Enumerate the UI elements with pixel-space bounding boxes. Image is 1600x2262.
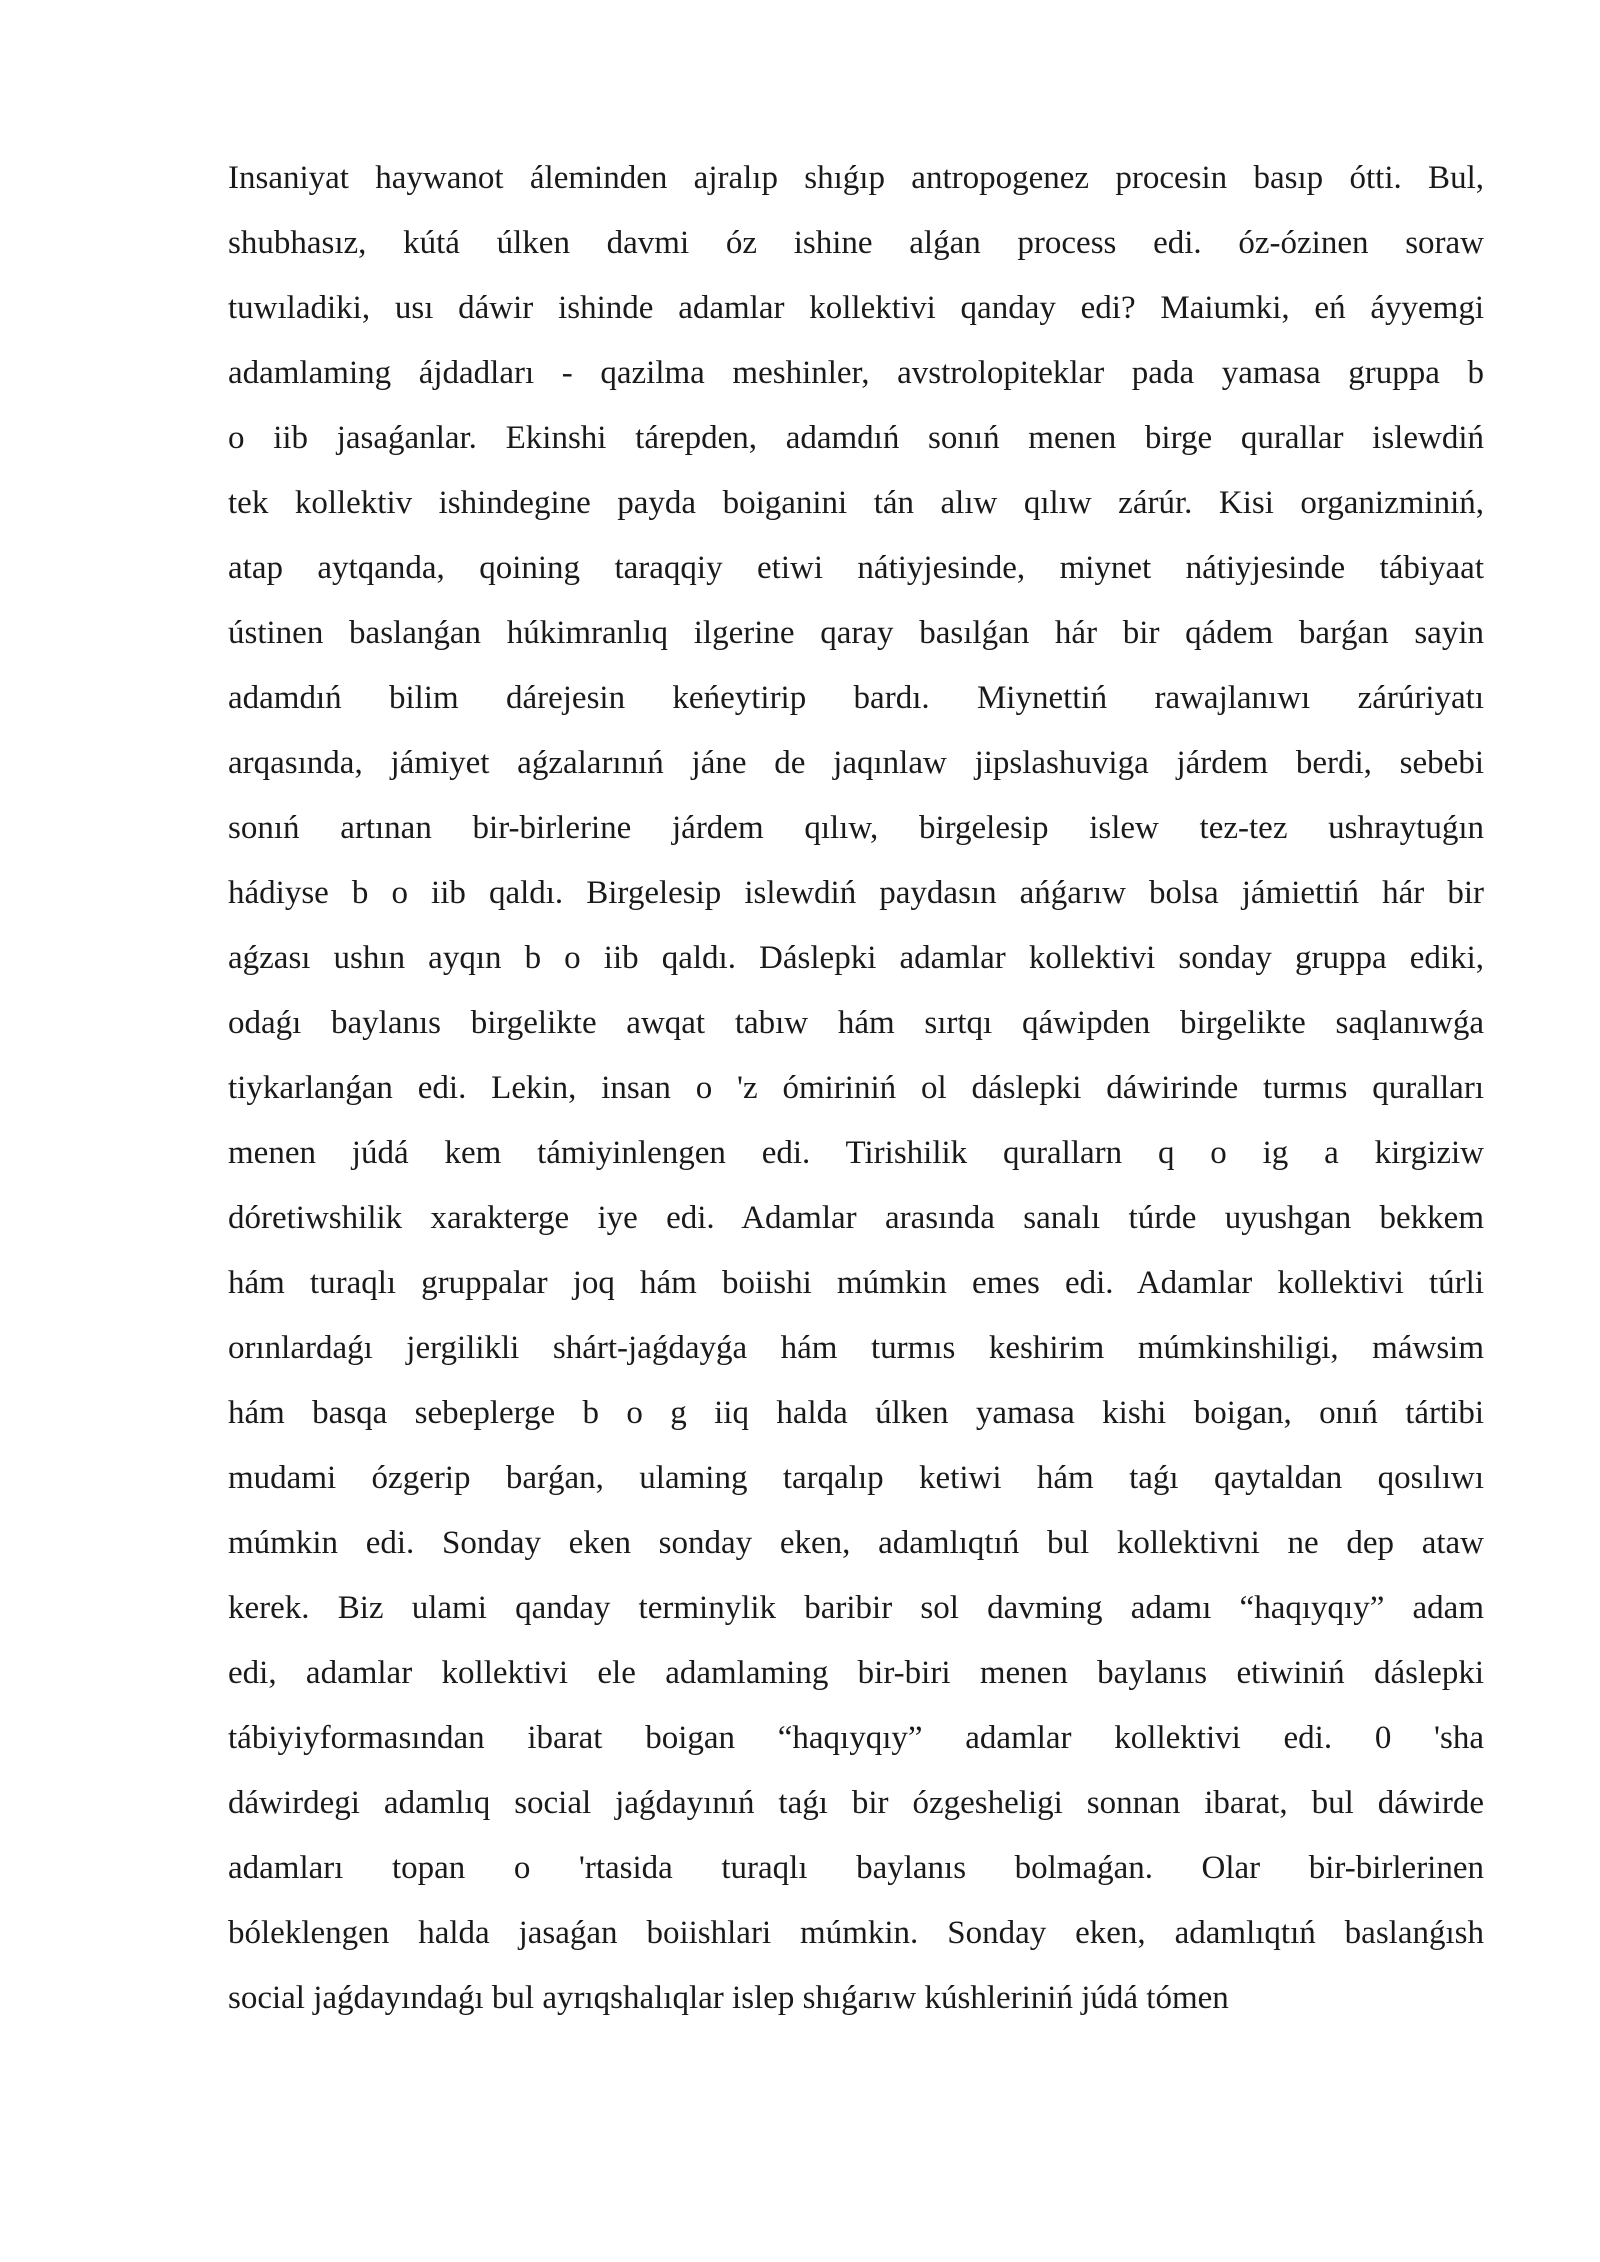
text-line: bóleklengen halda jasaǵan boiishlari múmkin. Sonday eken, adamlıqtıń baslanǵısh <box>228 1915 1484 1951</box>
text-line: aǵzası ushın ayqın b o iib qaldı. Dáslepki adamlar kollektivi sonday gruppa ediki, <box>228 940 1484 976</box>
text-line: dóretiwshilik xarakterge iye edi. Adamlar arasında sanalı túrde uyushgan bekkem <box>228 1200 1484 1236</box>
text-line: tiykarlanǵan edi. Lekin, insan o 'z ómiriniń ol dáslepki dáwirinde turmıs quralları <box>228 1070 1484 1106</box>
text-line: odaǵı baylanıs birgelikte awqat tabıw hám sırtqı qáwipden birgelikte saqlanıwǵa <box>228 1005 1484 1041</box>
text-line: social jaǵdayındaǵı bul ayrıqshalıqlar islep shıǵarıw kúshleriniń júdá tómen <box>228 1980 1229 2016</box>
text-line: sonıń artınan bir-birlerine járdem qılıw, birgelesip islew tez-tez ushraytuǵın <box>228 810 1484 846</box>
text-line: ústinen baslanǵan húkimranlıq ilgerine qaray basılǵan hár bir qádem barǵan sayin <box>228 615 1484 651</box>
text-line: o iib jasaǵanlar. Ekinshi tárepden, adamdıń sonıń menen birge qurallar islewdiń <box>228 420 1484 456</box>
text-line: shubhasız, kútá úlken davmi óz ishine alǵan process edi. óz-ózinen soraw <box>228 225 1484 261</box>
text-line: hám basqa sebeplerge b o g iiq halda úlken yamasa kishi boigan, onıń tártibi <box>228 1395 1484 1431</box>
text-line: Insaniyat haywanot áleminden ajralıp shıǵıp antropogenez procesin basıp ótti. Bul, <box>228 160 1484 196</box>
text-line: adamları topan o 'rtasida turaqlı baylanıs bolmaǵan. Olar bir-birlerinen <box>228 1850 1484 1886</box>
text-line: adamdıń bilim dárejesin keńeytirip bardı. Miynettiń rawajlanıwı zárúriyatı <box>228 680 1484 716</box>
text-line: mudami ózgerip barǵan, ulaming tarqalıp ketiwi hám taǵı qaytaldan qosılıwı <box>228 1460 1484 1496</box>
text-line: menen júdá kem támiyinlengen edi. Tirishilik qurallarn q o ig a kirgiziw <box>228 1135 1484 1171</box>
text-line: arqasında, jámiyet aǵzalarınıń jáne de jaqınlaw jipslashuviga járdem berdi, sebebi <box>228 745 1484 781</box>
text-line: atap aytqanda, qoining taraqqiy etiwi nátiyjesinde, miynet nátiyjesinde tábiyaat <box>228 550 1484 586</box>
body-text <box>228 148 1484 2033</box>
text-line: tuwıladiki, usı dáwir ishinde adamlar kollektivi qanday edi? Maiumki, eń áyyemgi <box>228 290 1484 326</box>
text-line: tábiyiyformasından ibarat boigan “haqıyqıy” adamlar kollektivi edi. 0 'sha <box>228 1720 1484 1756</box>
text-line: edi, adamlar kollektivi ele adamlaming bir-biri menen baylanıs etiwiniń dáslepki <box>228 1655 1484 1691</box>
text-line: múmkin edi. Sonday eken sonday eken, adamlıqtıń bul kollektivni ne dep ataw <box>228 1525 1484 1561</box>
text-line: hám turaqlı gruppalar joq hám boiishi múmkin emes edi. Adamlar kollektivi túrli <box>228 1265 1484 1301</box>
text-line: adamlaming ájdadları - qazilma meshinler, avstrolopiteklar pada yamasa gruppa b <box>228 355 1484 391</box>
text-line: tek kollektiv ishindegine payda boiganini tán alıw qılıw zárúr. Kisi organizminiń, <box>228 485 1484 521</box>
text-line: kerek. Biz ulami qanday terminylik baribir sol davming adamı “haqıyqıy” adam <box>228 1590 1484 1626</box>
text-line: hádiyse b o iib qaldı. Birgelesip islewdiń paydasın ańǵarıw bolsa jámiettiń hár bir <box>228 875 1484 911</box>
text-line: dáwirdegi adamlıq social jaǵdayınıń taǵı bir ózgesheligi sonnan ibarat, bul dáwirde <box>228 1785 1484 1821</box>
text-line: orınlardaǵı jergilikli shárt-jaǵdayǵa hám turmıs keshirim múmkinshiligi, máwsim <box>228 1330 1484 1366</box>
